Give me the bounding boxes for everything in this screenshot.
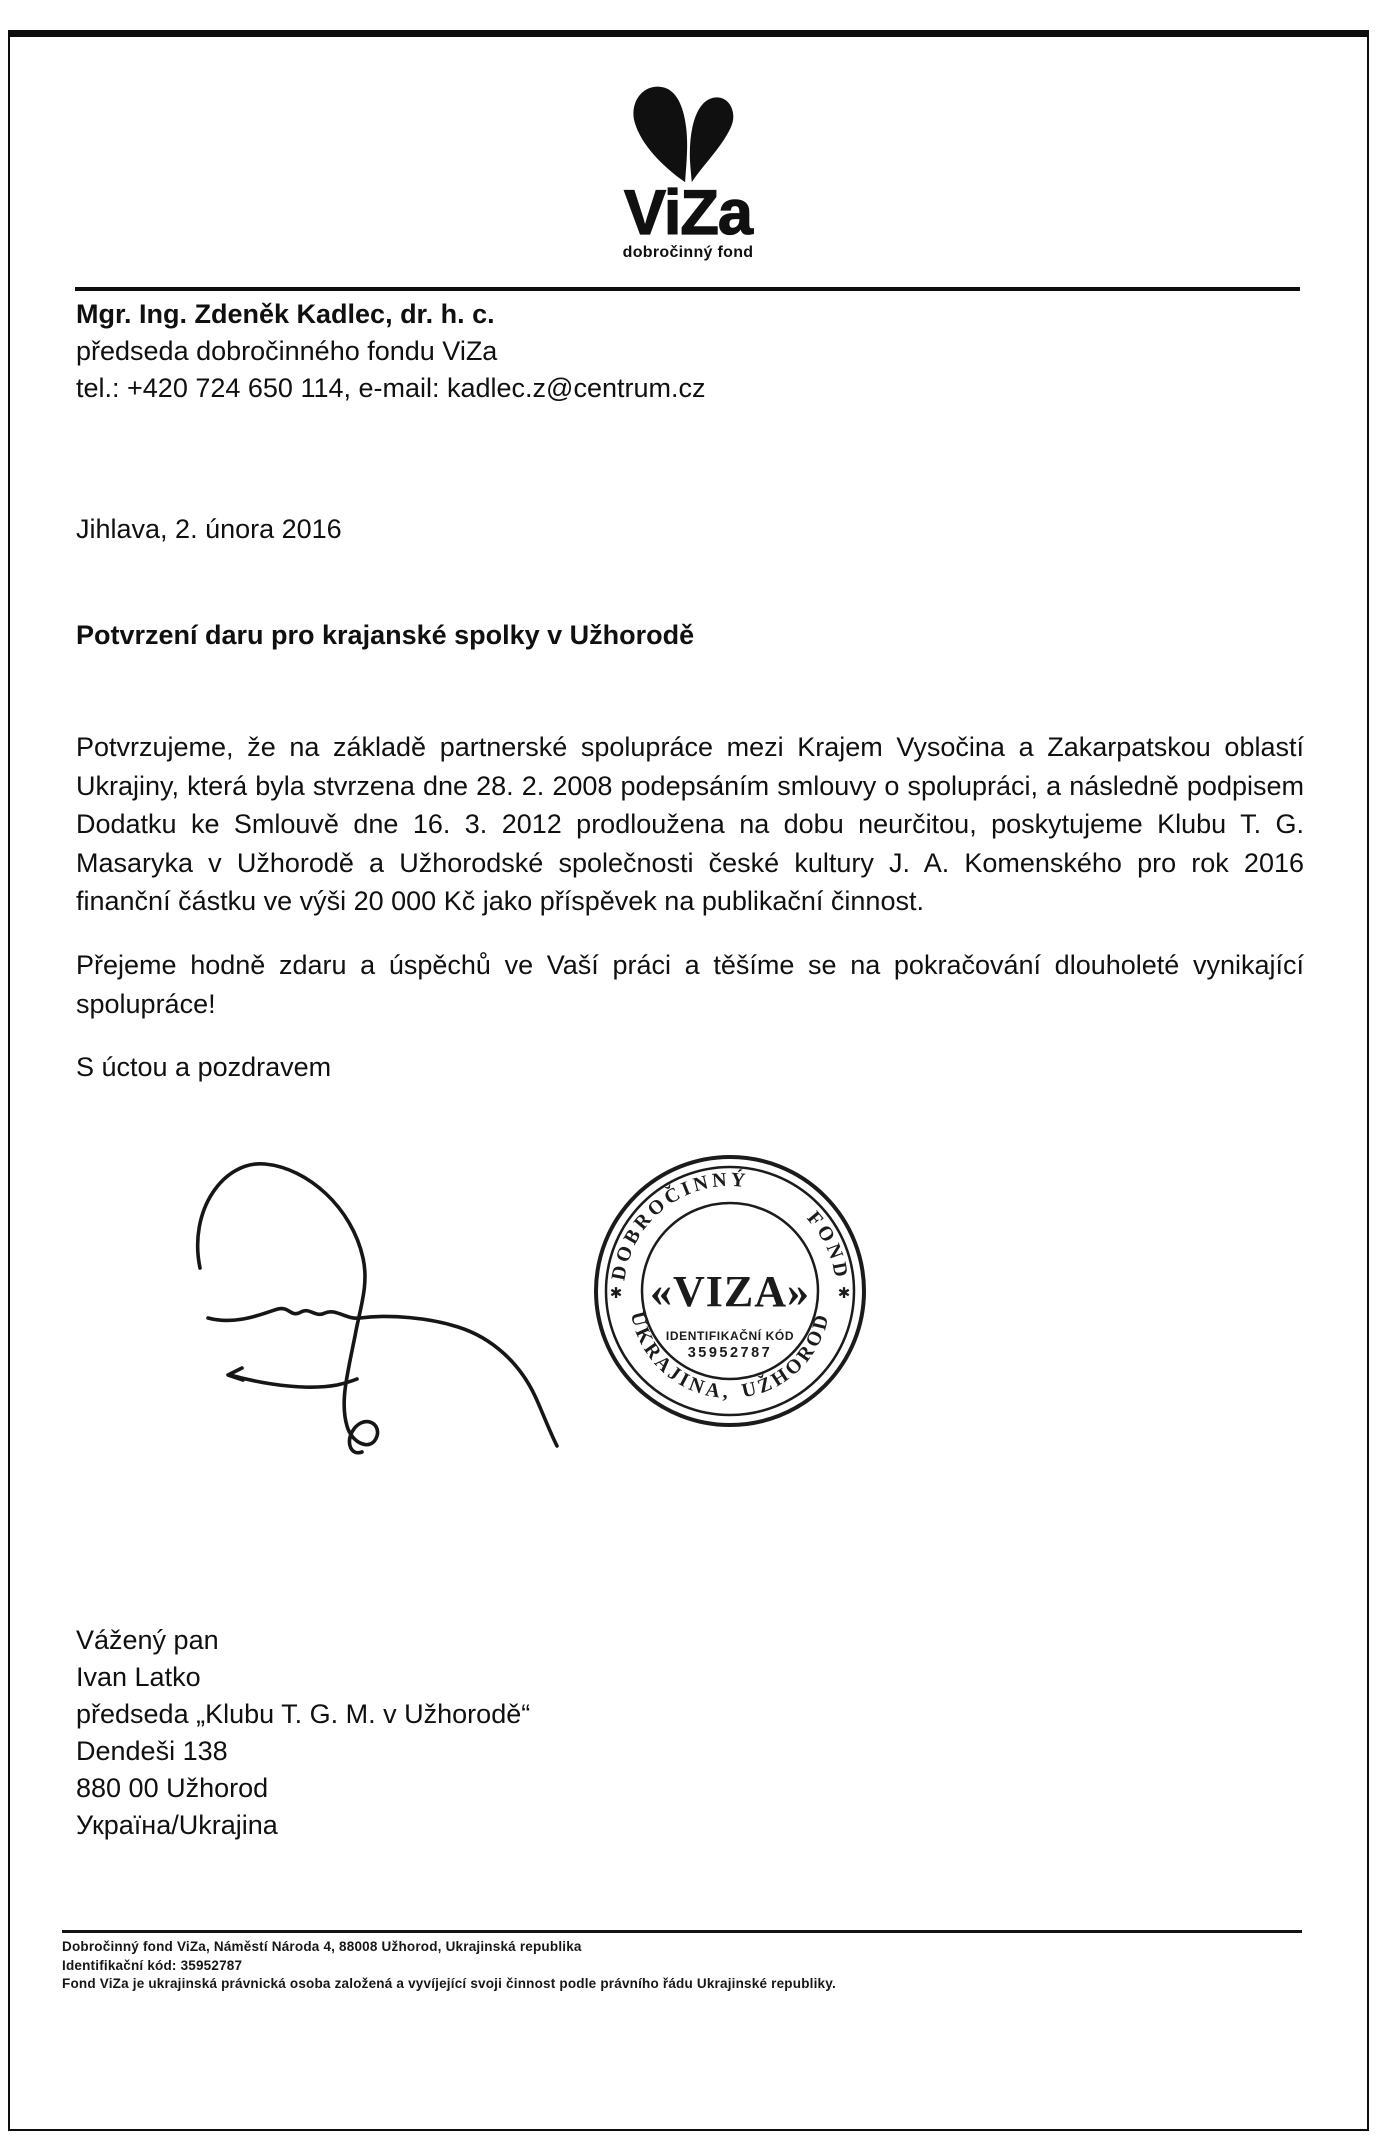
footer-line: Identifikační kód: 35952787 — [62, 1957, 243, 1973]
recipient-line: Ivan Latko — [76, 1662, 201, 1692]
round-stamp — [584, 1140, 876, 1442]
sender-block — [76, 296, 706, 407]
recipient-line: Україна/Ukrajina — [76, 1810, 278, 1840]
butterfly-logo-icon — [618, 74, 758, 186]
recipient-block — [76, 1622, 530, 1844]
handwritten-signature — [138, 1146, 570, 1494]
footer-line: Dobročinný fond ViZa, Náměstí Národa 4, 88008 Užhorod, Ukrajinská republika — [62, 1939, 582, 1954]
body-paragraph-2: Přejeme hodně zdaru a úspěchů ve Vaší práci a těšíme se na pokračování dlouholeté vynikající spolupráce! — [76, 950, 1304, 1019]
stamp-right-star-icon: ✱ — [837, 1285, 851, 1302]
recipient-line: 880 00 Užhorod — [76, 1773, 269, 1803]
header-divider — [75, 287, 1300, 291]
recipient-line: Vážený pan — [76, 1625, 219, 1655]
footer-line: Fond ViZa je ukrajinská právnická osoba založená a vyvíjející svoji činnost podle právního řádu Ukrajinské republiky. — [62, 1976, 836, 1991]
stamp-left-star-icon: ✱ — [609, 1285, 623, 1302]
subject-line: Potvrzení daru pro krajanské spolky v Užhorodě — [76, 620, 695, 650]
logo-tagline: dobročinný fond — [622, 244, 754, 261]
recipient-line: předseda „Klubu T. G. M. v Užhorodě“ — [76, 1699, 531, 1729]
logo-wordmark: ViZa — [624, 178, 752, 248]
stamp-center-text: «VIZA» — [649, 1267, 811, 1316]
footer-divider — [62, 1930, 1302, 1933]
sender-role: předseda dobročinného fondu ViZa — [76, 336, 498, 366]
closing-salutation: S úctou a pozdravem — [76, 1052, 332, 1082]
footer-block — [62, 1938, 836, 1994]
sender-contact: tel.: +420 724 650 114, e-mail: kadlec.z@centrum.cz — [76, 373, 706, 403]
body-paragraph-1: Potvrzujeme, že na základě partnerské spolupráce mezi Krajem Vysočina a Zakarpatskou oblastí Ukrajiny, která byla stvrzena dne 28. 2. 2008 podepsáním smlouvy o spolupráci, a následně podpisem Dodatku ke Smlouvě dne 16. 3. 2012 prodloužena na dobu neurčitou, poskytujeme Klubu T. G. Masaryka v Užhorodě a Užhorodské společnosti české kultury J. A. Komenského pro rok 2016 finanční částku ve výši 20 000 Kč jako příspěvek na publikační činnost. — [76, 732, 1304, 916]
stamp-top-arc-text: DOBROČINNÝ FOND — [607, 1167, 853, 1283]
sender-name: Mgr. Ing. Zdeněk Kadlec, dr. h. c. — [76, 299, 495, 329]
viza-logo — [593, 74, 783, 262]
recipient-line: Dendeši 138 — [76, 1736, 228, 1766]
stamp-id-number: 35952787 — [687, 1345, 773, 1361]
stamp-bottom-arc-text: UKRAJINA, UŽHOROD — [625, 1309, 835, 1404]
dateline: Jihlava, 2. února 2016 — [76, 514, 342, 544]
stamp-id-label: IDENTIFIKAČNÍ KÓD — [665, 1329, 795, 1343]
